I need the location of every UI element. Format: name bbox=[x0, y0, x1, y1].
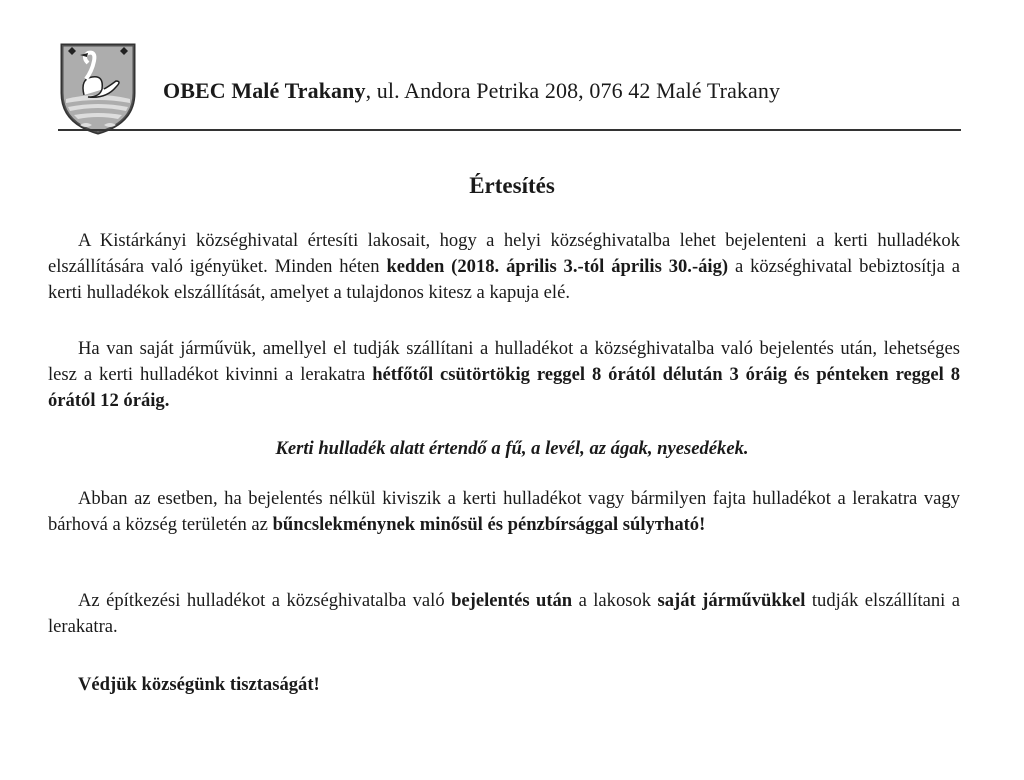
p4-text-a: Abban az esetben, ha bejelentés nélkül kiviszik a kerti hulladékot vagy bármilyen fajta hulladékot a lerakatra vagy bárhová a község területén az bbox=[48, 488, 960, 535]
swan-crest-icon bbox=[58, 41, 138, 137]
p1-text-a: A Kistárkányi községhivatal értesíti lakosait, hogy a helyi községhivatalba lehet bejelenteni a kerti hulladékok elszállítására való igényüket. Minden héten bbox=[48, 230, 960, 277]
p5-after-notice: bejelentés után bbox=[451, 590, 573, 611]
p5-text-c: a lakosok bbox=[572, 590, 658, 611]
p5-text-e: tudják elszállítani a lerakatra. bbox=[48, 590, 960, 637]
p5-text-a: Az építkezési hulladékot a községhivatalba való bbox=[78, 590, 452, 611]
p5-own-vehicles: saját járművükkel bbox=[657, 590, 806, 611]
p1-text-c: a községhivatal bebiztosítja a kerti hulladékok elszállítását, amelyet a tulajdonos kitesz a kapuja elé. bbox=[48, 256, 961, 303]
paragraph-construction-waste bbox=[48, 588, 960, 640]
paragraph-warning bbox=[48, 486, 960, 538]
p4-penalty: bűncslekménynek minősül és pénzbírsággal súlyтható! bbox=[272, 514, 706, 535]
document-title: Értesítés bbox=[469, 173, 555, 198]
letterhead-address bbox=[163, 78, 923, 104]
p1-date-range: kedden (2018. április 3.-tól április 30.-áig) bbox=[386, 256, 729, 277]
p2-opening-hours: hétfőtől csütörtökig reggel 8 órától délután 3 óráig és pénteken reggel 8 órától 12 óráig. bbox=[48, 364, 960, 411]
p2-text-a: Ha van saját járművük, amellyel el tudják szállítani a hulladékot a községhivatalba való bejelentés után, lehetséges lesz a kerti hulladékot kivinni a lerakatra bbox=[48, 338, 960, 385]
closing-appeal bbox=[48, 672, 960, 698]
paragraph-announcement bbox=[48, 228, 960, 306]
paragraph-own-vehicle bbox=[48, 336, 960, 414]
municipality-address: , ul. Andora Petrika 208, 076 42 Malé Trakany bbox=[365, 78, 781, 103]
municipality-name: OBEC Malé Trakany bbox=[163, 78, 366, 103]
paragraph-definition: Kerti hulladék alatt értendő a fű, a levél, az ágak, nyesedékek. bbox=[275, 438, 749, 459]
coat-of-arms-logo bbox=[58, 41, 138, 137]
closing-appeal-text: Védjük községünk tisztaságát! bbox=[78, 674, 320, 695]
header-divider bbox=[58, 129, 961, 131]
